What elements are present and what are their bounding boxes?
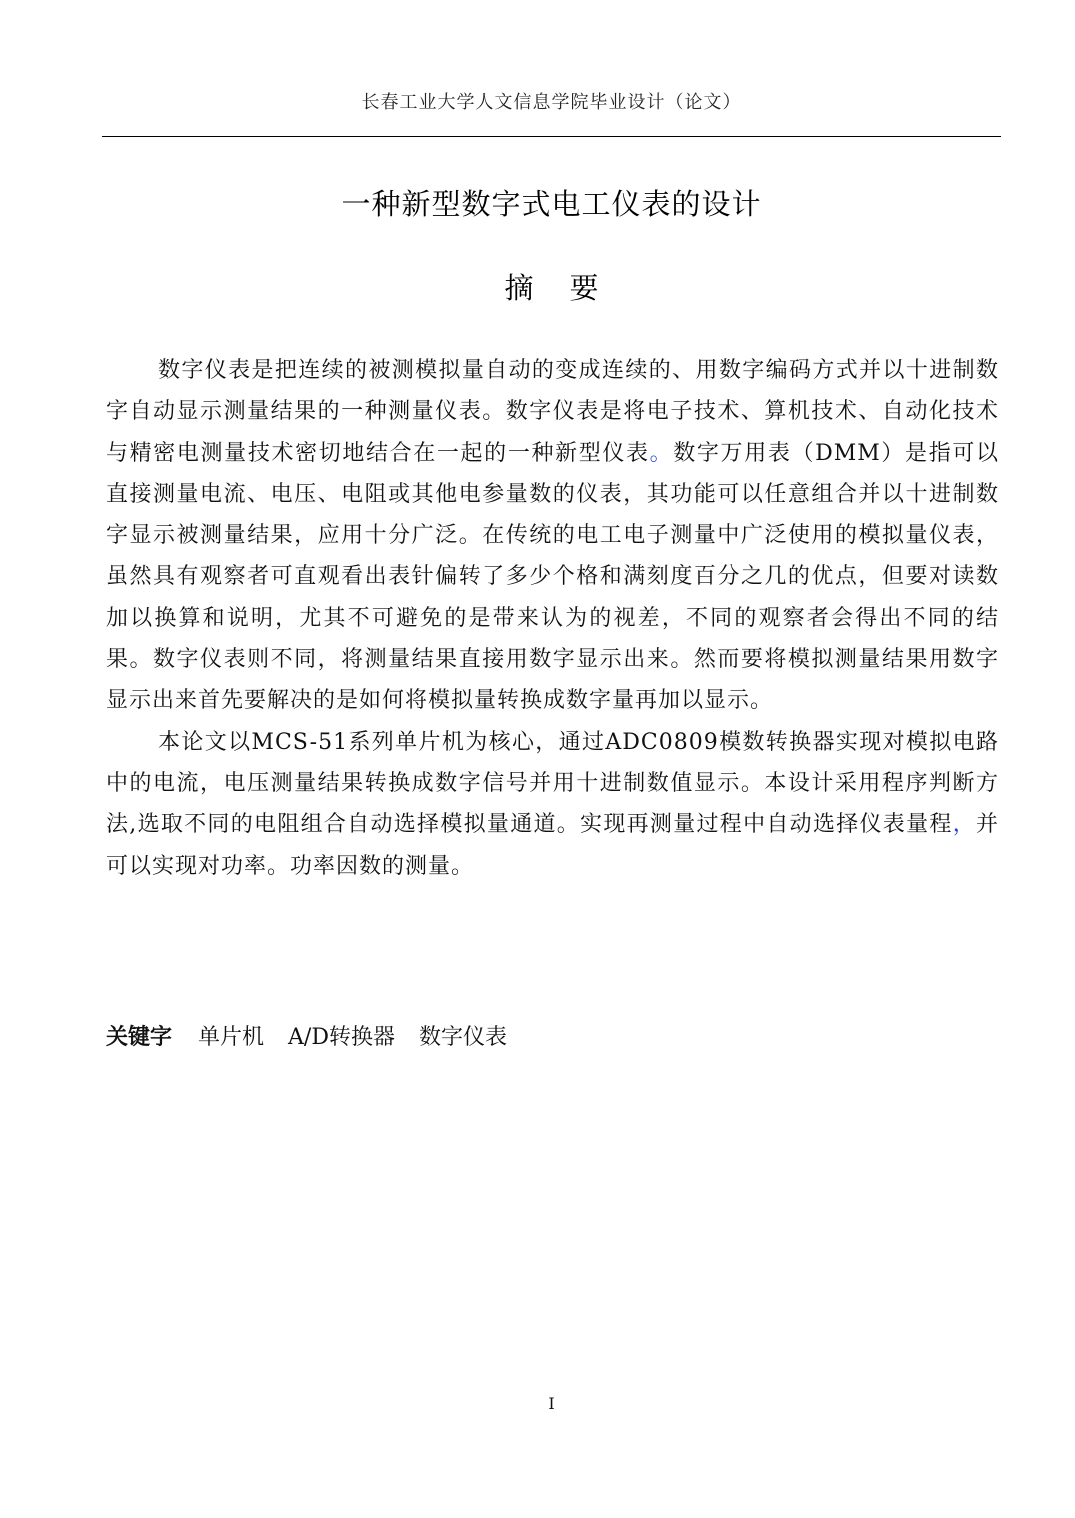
document-title: 一种新型数字式电工仪表的设计 bbox=[341, 187, 762, 221]
abstract-body bbox=[106, 350, 999, 887]
paragraph-1-blue-mark: 。 bbox=[649, 440, 674, 466]
page-number: I bbox=[548, 1394, 555, 1413]
paragraph-2-text-b: 并可以实现对功率。功率因数的测量。 bbox=[106, 812, 999, 879]
abstract-paragraph-2 bbox=[106, 722, 999, 887]
abstract-heading-char-2: 要 bbox=[569, 271, 599, 305]
keyword-item: A/D转换器 bbox=[288, 1025, 395, 1050]
abstract-paragraph-1 bbox=[106, 350, 999, 722]
abstract-heading bbox=[102, 266, 1001, 307]
keyword-item: 单片机 bbox=[198, 1025, 265, 1050]
keywords-label: 关键字 bbox=[106, 1025, 173, 1050]
paragraph-1-text-b: 数字万用表（DMM）是指可以直接测量电流、电压、电阻或其他电参量数的仪表，其功能可以任意组合并以十进制数字显示被测量结果，应用十分广泛。在传统的电工电子测量中广泛使用的模拟量仪表，虽然具有观察者可直观看出表针偏转了多少个格和满刻度百分之几的优点，但要对读数加以换算和说明，尤其不可避免的是带来认为的视差，不同的观察者会得出不同的结果。数字仪表则不同，将测量结果直接用数字显示出来。然而要将模拟测量结果用数字显示出来首先要解决的是如何将模拟量转换成数字量再加以显示。 bbox=[106, 440, 999, 714]
paragraph-1-text-a: 数字仪表是把连续的被测模拟量自动的变成连续的、用数字编码方式并以十进制数字自动显示测量结果的一种测量仪表。数字仪表是将电子技术、算机技术、自动化技术与精密电测量技术密切地结合在一起的一种新型仪表 bbox=[106, 358, 999, 466]
abstract-heading-char-1: 摘 bbox=[504, 271, 534, 305]
header-rule bbox=[102, 136, 1001, 137]
running-header: 长春工业大学人文信息学院毕业设计（论文） bbox=[361, 92, 742, 113]
keyword-item: 数字仪表 bbox=[418, 1025, 507, 1050]
paragraph-2-text-a: 本论文以MCS-51系列单片机为核心，通过ADC0809模数转换器实现对模拟电路中的电流，电压测量结果转换成数字信号并用十进制数值显示。本设计采用程序判断方法,选取不同的电阻组合自动选择模拟量通道。实现再测量过程中自动选择仪表量程 bbox=[106, 729, 999, 838]
paragraph-2-blue-mark: ， bbox=[952, 812, 976, 838]
keywords-line bbox=[106, 1020, 999, 1056]
